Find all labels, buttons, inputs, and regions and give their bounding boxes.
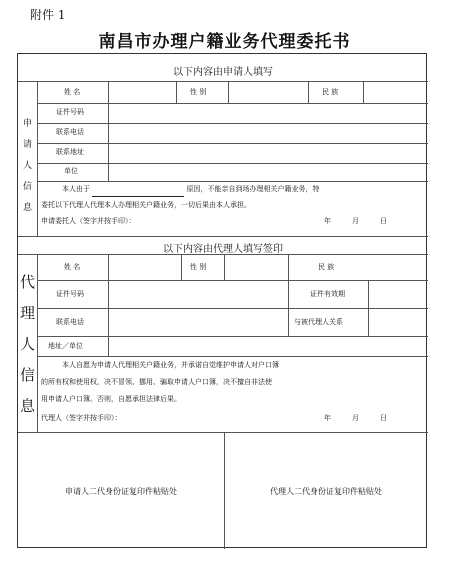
side-char: 信: [22, 182, 32, 192]
rule: [181, 254, 182, 280]
agent-statement-line2: 的所有权和使用权，决不冒领、挪用、骗取申请人户口簿，决不擅自非法使: [41, 378, 272, 386]
side-char: 请: [22, 140, 32, 150]
rule: [18, 432, 428, 433]
applicant-name-label: 姓 名: [64, 88, 81, 96]
side-char: 人: [19, 335, 35, 353]
rule: [363, 81, 364, 103]
rule: [37, 143, 428, 144]
agent-day: 日: [380, 414, 387, 422]
rule: [288, 254, 289, 336]
agent-name-label: 姓 名: [64, 263, 81, 271]
side-char: 申: [22, 119, 32, 129]
reason-blank[interactable]: [92, 189, 184, 197]
rule: [37, 81, 38, 236]
applicant-month: 月: [352, 217, 359, 225]
agent-signer: 代理人（签字并按手印）：: [41, 414, 122, 422]
agent-month: 月: [352, 414, 359, 422]
statement-prefix: 本人由于: [62, 185, 90, 193]
applicant-statement-line1: [62, 181, 319, 197]
form-table: [17, 53, 427, 548]
agent-year: 年: [324, 414, 331, 422]
applicant-year: 年: [324, 217, 331, 225]
statement-suffix: 原因，不能亲自到场办理相关户籍业务，特: [186, 185, 320, 193]
applicant-statement-line2: 委托以下代理人代理本人办理相关户籍业务，一切后果由本人承担。: [41, 201, 251, 209]
rule: [308, 81, 309, 103]
rule: [37, 254, 38, 432]
rule: [37, 123, 428, 124]
rule: [108, 81, 109, 181]
agent-address-label: 地址／单位: [48, 342, 83, 350]
applicant-id-label: 证件号码: [56, 108, 84, 116]
agent-ethnicity-label: 民 族: [318, 263, 335, 271]
agent-id-paste-area: 代理人二代身份证复印件粘贴处: [270, 487, 382, 496]
applicant-signer: 申请委托人（签字并按手印）：: [41, 217, 136, 225]
rule: [228, 81, 229, 103]
form-title: 南昌市办理户籍业务代理委托书: [98, 32, 351, 52]
side-char: 息: [22, 203, 32, 213]
rule: [37, 336, 428, 337]
applicant-address-label: 联系地址: [56, 148, 84, 156]
rule: [37, 308, 428, 309]
rule: [224, 254, 225, 280]
agent-side-label: [18, 266, 37, 421]
rule: [18, 236, 428, 237]
rule: [37, 163, 428, 164]
rule: [37, 103, 428, 104]
rule: [18, 81, 428, 82]
applicant-ethnicity-label: 民 族: [322, 88, 339, 96]
agent-id-label: 证件号码: [56, 290, 84, 298]
agent-statement-line1: 本人自愿为申请人代理相关户籍业务，并承诺自觉维护申请人对户口簿: [62, 361, 279, 369]
rule: [108, 254, 109, 356]
applicant-day: 日: [380, 217, 387, 225]
side-char: 信: [19, 366, 35, 384]
rule: [37, 280, 428, 281]
agent-gender-label: 性 别: [190, 263, 207, 271]
agent-statement-line3: 用申请人户口簿。否则，自愿承担法律后果。: [41, 395, 181, 403]
agent-validity-label: 证件有效期: [310, 290, 345, 298]
applicant-section-heading: 以下内容由申请人填写: [173, 67, 273, 78]
applicant-id-paste-area: 申请人二代身份证复印件粘贴处: [65, 487, 177, 496]
applicant-gender-label: 性 别: [190, 88, 207, 96]
side-char: 人: [22, 161, 32, 171]
side-char: 代: [19, 273, 35, 291]
applicant-work-label: 单位: [64, 167, 78, 175]
side-char: 理: [19, 304, 35, 322]
annex-label: 附件 1: [30, 8, 66, 22]
side-char: 息: [19, 397, 35, 415]
agent-relation-label: 与被代理人关系: [294, 318, 343, 326]
applicant-phone-label: 联系电话: [56, 128, 84, 136]
agent-section-heading: 以下内容由代理人填写签印: [163, 244, 283, 255]
applicant-side-label: [18, 112, 37, 217]
rule: [368, 280, 369, 336]
agent-phone-label: 联系电话: [56, 318, 84, 326]
rule: [176, 81, 177, 103]
